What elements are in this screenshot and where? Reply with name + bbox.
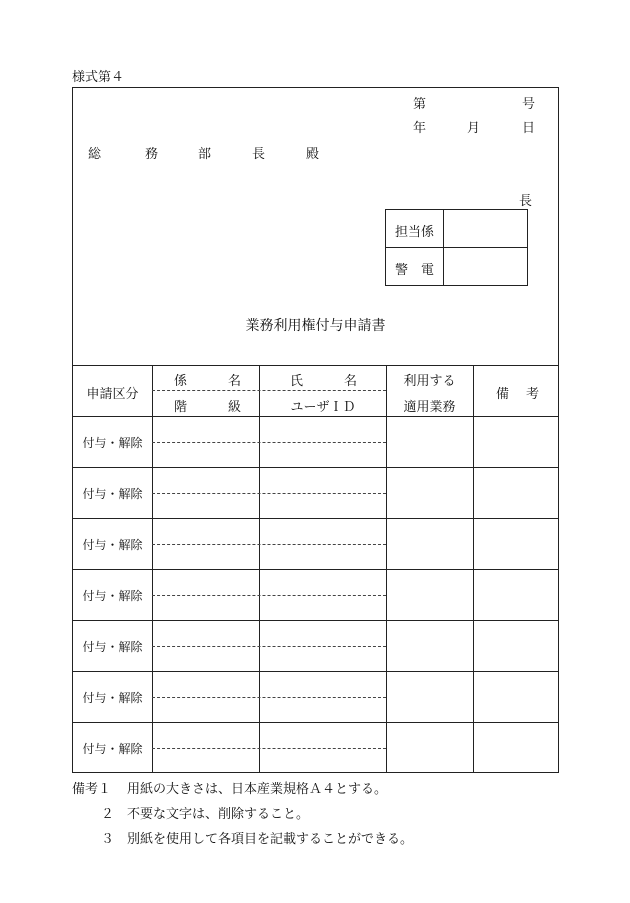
cell-name-input[interactable] [260,621,385,645]
cell-section-input[interactable] [153,672,258,696]
header-rank-char: 階 [174,400,188,415]
row-request-type[interactable]: 付与・解除 [82,691,143,705]
cell-usage-input[interactable] [387,519,472,568]
note-number: ２ [101,807,115,822]
header-dashed-line [152,390,386,391]
stamp-label-staff: 担当係 [395,225,435,240]
table-top-line [72,365,559,366]
row-request-type[interactable]: 付与・解除 [82,436,143,450]
cell-name-input[interactable] [260,519,385,543]
cell-section-input[interactable] [153,417,258,441]
note-prefix: 備考１ [72,782,112,797]
row-request-type[interactable]: 付与・解除 [82,742,143,756]
header-rank-char: 級 [228,400,242,415]
cell-userid-input[interactable] [260,545,385,568]
cell-userid-input[interactable] [260,443,385,466]
cell-rank-input[interactable] [153,698,258,721]
cell-remarks-input[interactable] [474,621,558,670]
header-remarks-char: 考 [526,387,540,402]
stamp-phone-input[interactable] [445,249,526,284]
stamp-divider-h [385,247,528,248]
header-usage-top: 利用する [403,374,456,389]
cell-userid-input[interactable] [260,596,385,619]
cell-usage-input[interactable] [387,621,472,670]
cell-section-input[interactable] [153,723,258,747]
addressee-char: 部 [198,147,212,162]
cell-usage-input[interactable] [387,417,472,466]
cell-userid-input[interactable] [260,698,385,721]
cell-name-input[interactable] [260,468,385,492]
row-request-type[interactable]: 付与・解除 [82,640,143,654]
cell-remarks-input[interactable] [474,723,558,772]
header-user-id: ユーザＩＤ [290,400,356,415]
sender-title: 長 [519,194,533,209]
number-suffix: 号 [522,97,536,112]
cell-remarks-input[interactable] [474,519,558,568]
cell-section-input[interactable] [153,519,258,543]
header-name-char: 名 [344,374,358,389]
row-request-type[interactable]: 付与・解除 [82,487,143,501]
document-title: 業務利用権付与申請書 [245,318,386,334]
stamp-divider-v [443,209,444,286]
cell-usage-input[interactable] [387,570,472,619]
header-section-char: 係 [174,374,188,389]
addressee-char: 長 [252,147,266,162]
cell-rank-input[interactable] [153,494,258,517]
stamp-staff-input[interactable] [445,211,526,245]
cell-usage-input[interactable] [387,672,472,721]
form-label: 様式第４ [72,70,125,85]
header-remarks-char: 備 [496,387,510,402]
date-month: 月 [467,121,481,136]
row-request-type[interactable]: 付与・解除 [82,589,143,603]
header-name-char: 氏 [290,374,304,389]
cell-section-input[interactable] [153,570,258,594]
row-request-type[interactable]: 付与・解除 [82,538,143,552]
stamp-label-phone: 警 電 [395,263,435,278]
cell-rank-input[interactable] [153,596,258,619]
addressee-char: 殿 [306,147,320,162]
cell-remarks-input[interactable] [474,672,558,721]
cell-usage-input[interactable] [387,723,472,772]
header-request-type: 申請区分 [86,387,139,402]
header-usage-bottom: 適用業務 [403,400,456,415]
cell-userid-input[interactable] [260,647,385,670]
cell-name-input[interactable] [260,417,385,441]
number-prefix: 第 [413,97,427,112]
cell-remarks-input[interactable] [474,468,558,517]
cell-userid-input[interactable] [260,749,385,772]
note-item: 別紙を使用して各項目を記載することができる。 [127,832,414,847]
note-item: 用紙の大きさは、日本産業規格Ａ４とする。 [127,782,388,797]
cell-userid-input[interactable] [260,494,385,517]
cell-rank-input[interactable] [153,545,258,568]
cell-section-input[interactable] [153,621,258,645]
cell-name-input[interactable] [260,672,385,696]
date-day: 日 [522,121,536,136]
cell-rank-input[interactable] [153,647,258,670]
cell-section-input[interactable] [153,468,258,492]
cell-name-input[interactable] [260,723,385,747]
cell-usage-input[interactable] [387,468,472,517]
cell-rank-input[interactable] [153,749,258,772]
header-section-char: 名 [228,374,242,389]
addressee-char: 総 [88,147,102,162]
note-item: 不要な文字は、削除すること。 [127,807,310,822]
cell-remarks-input[interactable] [474,417,558,466]
cell-name-input[interactable] [260,570,385,594]
cell-remarks-input[interactable] [474,570,558,619]
addressee-char: 務 [145,147,159,162]
note-number: ３ [101,832,115,847]
cell-rank-input[interactable] [153,443,258,466]
date-year: 年 [413,121,427,136]
